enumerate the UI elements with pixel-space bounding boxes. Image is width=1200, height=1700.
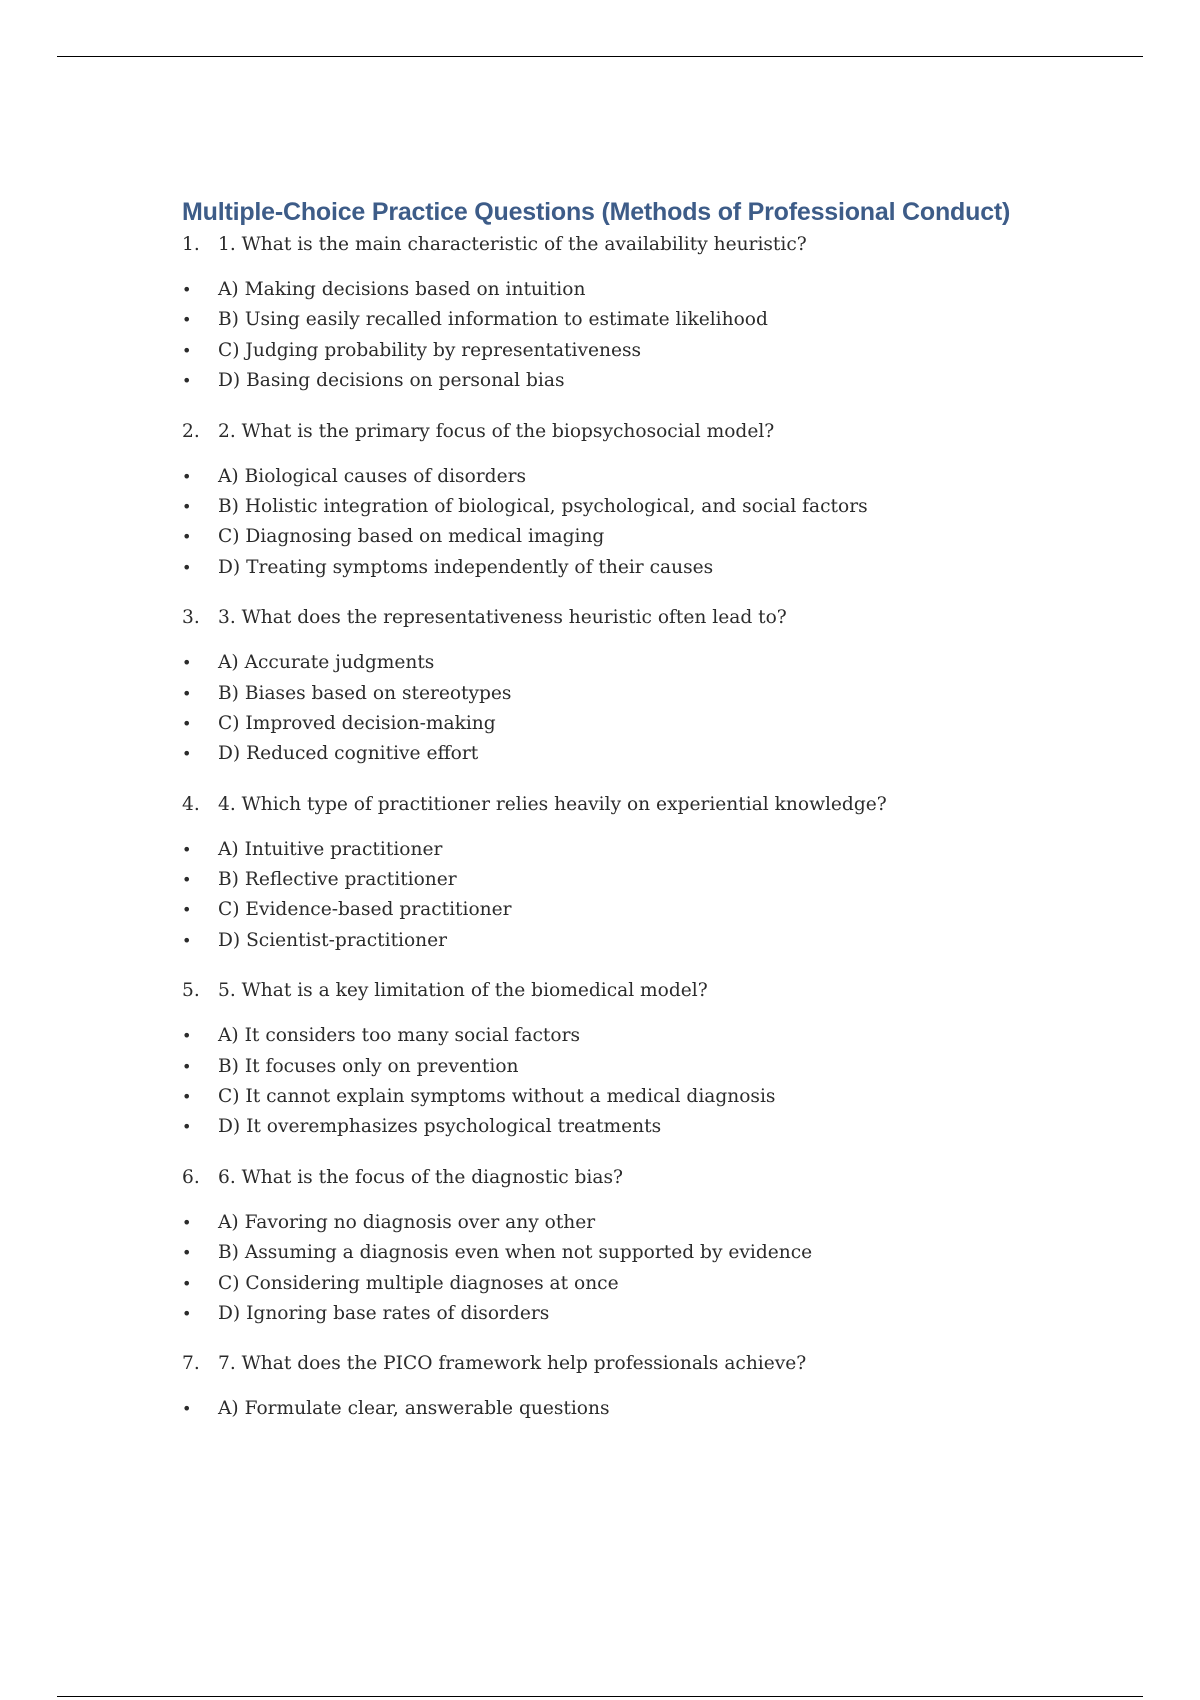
- bullet-icon: •: [182, 683, 192, 703]
- question-label: 5. What is a key limitation of the biomedical model?: [218, 980, 708, 1002]
- question-label: 2. What is the primary focus of the biopsychosocial model?: [218, 420, 775, 442]
- answer-option: • C) Considering multiple diagnoses at once: [182, 1269, 1142, 1299]
- question-5: [182, 976, 1142, 1143]
- bullet-icon: •: [182, 1399, 192, 1419]
- question-number: 3.: [182, 607, 200, 629]
- question-7: [182, 1349, 1142, 1424]
- question-number: 1.: [182, 234, 200, 255]
- bullet-icon: •: [182, 466, 192, 486]
- bullet-icon: •: [182, 870, 192, 890]
- question-text: [182, 1163, 1142, 1193]
- answer-option: • B) Using easily recalled information to estimate likelihood: [182, 305, 1142, 335]
- bullet-icon: •: [182, 557, 192, 577]
- bullet-icon: •: [182, 930, 192, 950]
- answer-option: • C) It cannot explain symptoms without a medical diagnosis: [182, 1082, 1142, 1112]
- page-title: Multiple-Choice Practice Questions (Methods of Professional Conduct): [182, 198, 1011, 226]
- question-number: 4.: [182, 793, 200, 815]
- answer-option: • D) Ignoring base rates of disorders: [182, 1299, 1142, 1329]
- bullet-icon: •: [182, 496, 192, 516]
- bullet-icon: •: [182, 713, 192, 733]
- question-label: 7. What does the PICO framework help professionals achieve?: [218, 1353, 807, 1375]
- question-6: [182, 1163, 1142, 1330]
- question-text: [182, 230, 1142, 260]
- question-number: 7.: [182, 1353, 200, 1375]
- bullet-icon: •: [182, 1026, 192, 1046]
- question-label: 6. What is the focus of the diagnostic bias?: [218, 1166, 623, 1188]
- answer-option: • A) Accurate judgments: [182, 648, 1142, 678]
- bullet-icon: •: [182, 310, 192, 330]
- answer-list: [182, 1208, 1142, 1330]
- answer-option: • B) Holistic integration of biological, psychological, and social factors: [182, 492, 1142, 522]
- answer-option: • A) Making decisions based on intuition: [182, 275, 1142, 305]
- question-text: [182, 603, 1142, 633]
- bullet-icon: •: [182, 900, 192, 920]
- footer-rule: [57, 1696, 1143, 1697]
- question-label: 1. What is the main characteristic of the availability heuristic?: [218, 234, 807, 255]
- question-text: [182, 790, 1142, 820]
- answer-option: • D) It overemphasizes psychological treatments: [182, 1112, 1142, 1142]
- bullet-icon: •: [182, 1056, 192, 1076]
- answer-option: • D) Treating symptoms independently of their causes: [182, 553, 1142, 583]
- answer-list: [182, 1394, 1142, 1424]
- bullet-icon: •: [182, 1243, 192, 1263]
- question-number: 6.: [182, 1166, 200, 1188]
- bullet-icon: •: [182, 1087, 192, 1107]
- answer-option: • C) Evidence-based practitioner: [182, 895, 1142, 925]
- answer-option: • A) It considers too many social factors: [182, 1021, 1142, 1051]
- answer-option: • C) Improved decision-making: [182, 709, 1142, 739]
- document-body: [182, 194, 1142, 1425]
- bullet-icon: •: [182, 1303, 192, 1323]
- bullet-icon: •: [182, 1117, 192, 1137]
- answer-option: • B) It focuses only on prevention: [182, 1052, 1142, 1082]
- answer-option: • D) Scientist-practitioner: [182, 926, 1142, 956]
- answer-option: • B) Assuming a diagnosis even when not supported by evidence: [182, 1238, 1142, 1268]
- question-1: [182, 230, 1142, 397]
- answer-option: • D) Reduced cognitive effort: [182, 739, 1142, 769]
- answer-list: [182, 275, 1142, 397]
- answer-option: • B) Reflective practitioner: [182, 865, 1142, 895]
- question-3: [182, 603, 1142, 770]
- question-label: 3. What does the representativeness heuristic often lead to?: [218, 607, 787, 629]
- answer-option: • D) Basing decisions on personal bias: [182, 366, 1142, 396]
- question-text: [182, 1349, 1142, 1379]
- bullet-icon: •: [182, 1212, 192, 1232]
- answer-option: • A) Favoring no diagnosis over any other: [182, 1208, 1142, 1238]
- answer-option: • B) Biases based on stereotypes: [182, 679, 1142, 709]
- answer-list: [182, 462, 1142, 584]
- answer-list: [182, 1021, 1142, 1143]
- bullet-icon: •: [182, 744, 192, 764]
- bullet-icon: •: [182, 280, 192, 299]
- bullet-icon: •: [182, 653, 192, 673]
- answer-list: [182, 648, 1142, 770]
- bullet-icon: •: [182, 527, 192, 547]
- bullet-icon: •: [182, 1273, 192, 1293]
- question-label: 4. Which type of practitioner relies heavily on experiential knowledge?: [218, 793, 887, 815]
- answer-option: • C) Diagnosing based on medical imaging: [182, 522, 1142, 552]
- answer-option: • A) Intuitive practitioner: [182, 835, 1142, 865]
- answer-option: • C) Judging probability by representativeness: [182, 336, 1142, 366]
- bullet-icon: •: [182, 340, 192, 360]
- bullet-icon: •: [182, 839, 192, 859]
- answer-option: • A) Biological causes of disorders: [182, 462, 1142, 492]
- question-number: 2.: [182, 420, 200, 442]
- question-text: [182, 417, 1142, 447]
- answer-list: [182, 835, 1142, 957]
- bullet-icon: •: [182, 371, 192, 391]
- question-2: [182, 417, 1142, 584]
- question-text: [182, 976, 1142, 1006]
- answer-option: • A) Formulate clear, answerable questions: [182, 1394, 1142, 1424]
- question-number: 5.: [182, 980, 200, 1002]
- question-4: [182, 790, 1142, 957]
- header-rule: [57, 56, 1143, 57]
